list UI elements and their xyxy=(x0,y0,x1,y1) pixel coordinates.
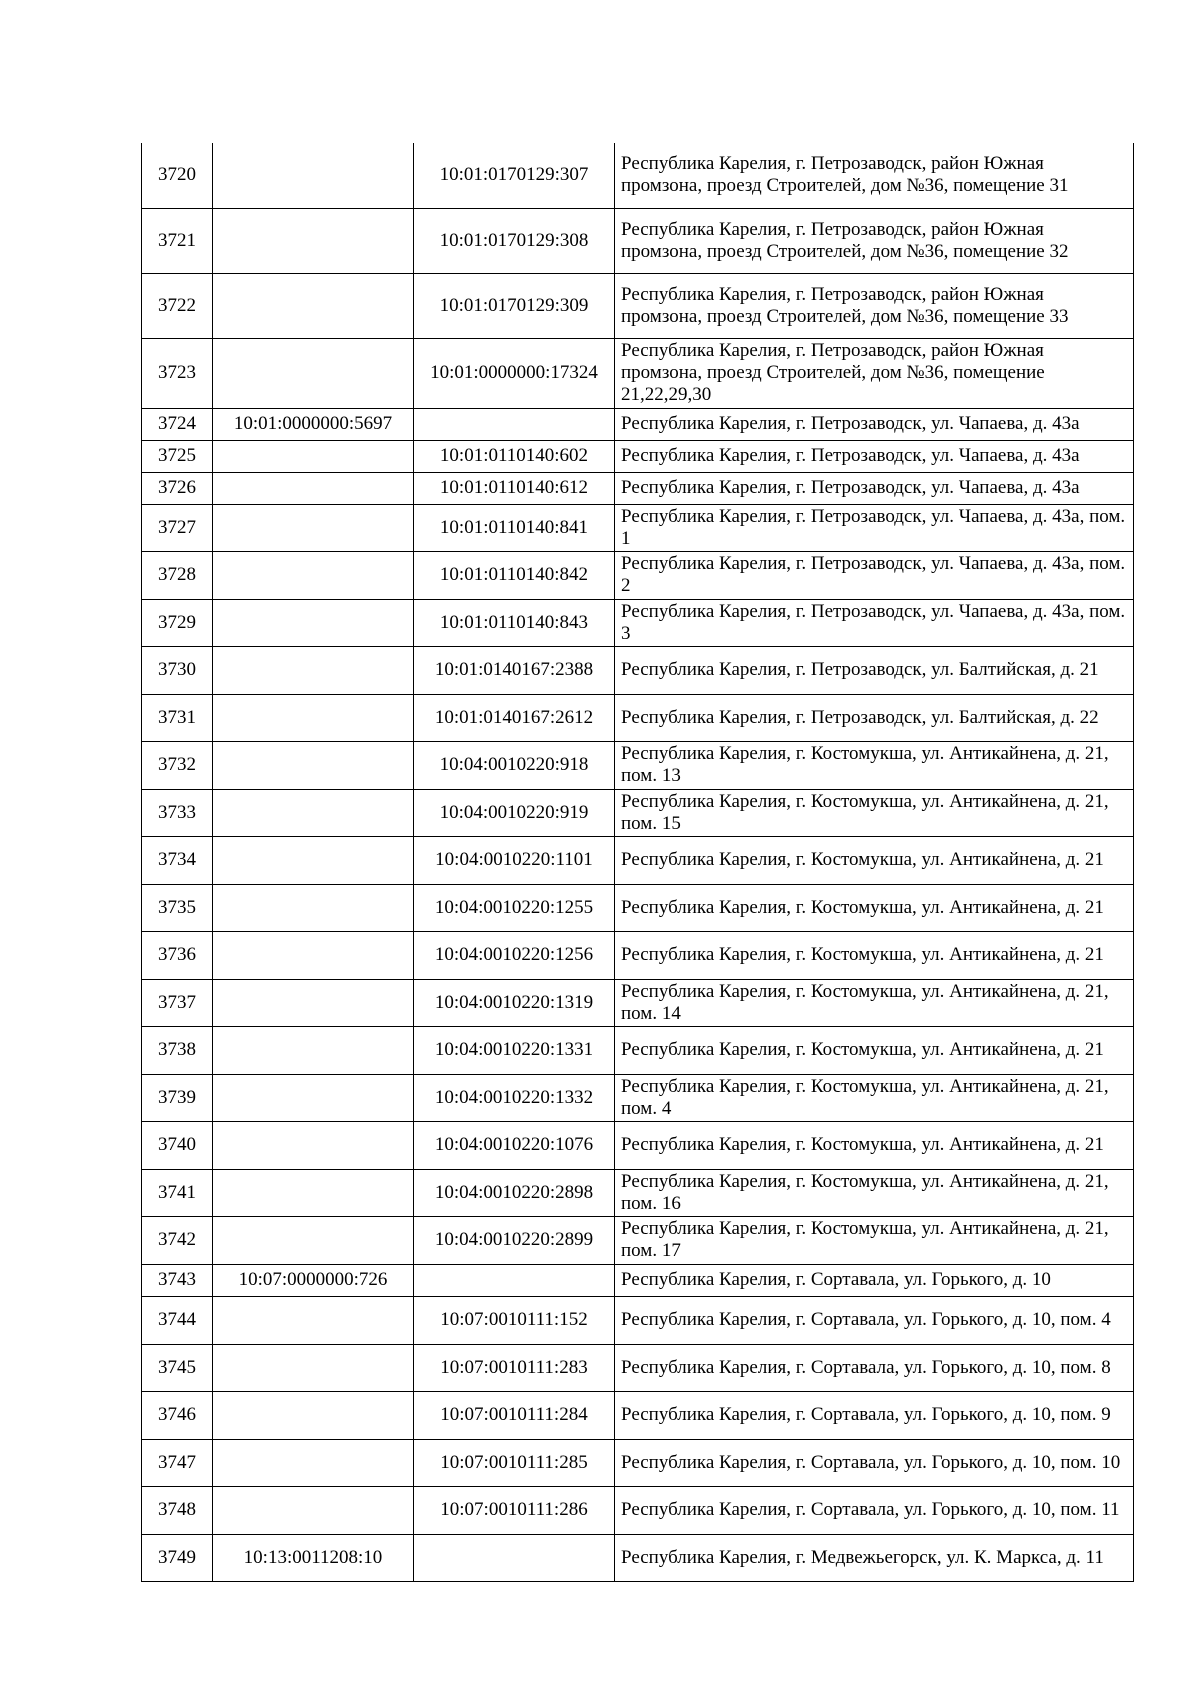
land-cadastral-number-cell xyxy=(213,694,414,741)
address-cell: Республика Карелия, г. Сортавала, ул. Горького, д. 10, пом. 4 xyxy=(615,1296,1134,1344)
object-cadastral-number-cell: 10:04:0010220:1101 xyxy=(414,836,615,884)
table-row xyxy=(142,1534,1134,1581)
land-cadastral-number-cell xyxy=(213,1074,414,1121)
address-cell: Республика Карелия, г. Петрозаводск, ул. Балтийская, д. 22 xyxy=(615,694,1134,741)
row-number-cell: 3744 xyxy=(142,1296,213,1344)
land-cadastral-number-cell xyxy=(213,1391,414,1439)
address-cell: Республика Карелия, г. Сортавала, ул. Горького, д. 10, пом. 8 xyxy=(615,1344,1134,1391)
address-cell: Республика Карелия, г. Петрозаводск, район Южная промзона, проезд Строителей, дом №36, помещение 32 xyxy=(615,208,1134,273)
address-cell: Республика Карелия, г. Костомукша, ул. Антикайнена, д. 21, пом. 16 xyxy=(615,1169,1134,1216)
table-row xyxy=(142,1074,1134,1121)
land-cadastral-number-cell xyxy=(213,931,414,979)
land-cadastral-number-cell xyxy=(213,1026,414,1074)
land-cadastral-number-cell xyxy=(213,1439,414,1486)
object-cadastral-number-cell: 10:07:0010111:285 xyxy=(414,1439,615,1486)
land-cadastral-number-cell xyxy=(213,1344,414,1391)
address-cell: Республика Карелия, г. Петрозаводск, ул. Чапаева, д. 43а xyxy=(615,408,1134,440)
table-row xyxy=(142,1486,1134,1534)
row-number-cell: 3735 xyxy=(142,884,213,931)
table-row xyxy=(142,143,1134,208)
object-cadastral-number-cell xyxy=(414,408,615,440)
land-cadastral-number-cell xyxy=(213,273,414,338)
table-row xyxy=(142,1439,1134,1486)
property-registry-table xyxy=(141,143,1134,1582)
address-cell: Республика Карелия, г. Костомукша, ул. Антикайнена, д. 21, пом. 4 xyxy=(615,1074,1134,1121)
address-cell: Республика Карелия, г. Петрозаводск, ул. Чапаева, д. 43а xyxy=(615,440,1134,472)
object-cadastral-number-cell: 10:01:0170129:308 xyxy=(414,208,615,273)
land-cadastral-number-cell xyxy=(213,789,414,836)
address-cell: Республика Карелия, г. Костомукша, ул. Антикайнена, д. 21, пом. 15 xyxy=(615,789,1134,836)
table-row xyxy=(142,1296,1134,1344)
land-cadastral-number-cell xyxy=(213,551,414,599)
table-row xyxy=(142,1026,1134,1074)
address-cell: Республика Карелия, г. Петрозаводск, район Южная промзона, проезд Строителей, дом №36, помещение 33 xyxy=(615,273,1134,338)
row-number-cell: 3740 xyxy=(142,1121,213,1169)
land-cadastral-number-cell xyxy=(213,599,414,646)
row-number-cell: 3748 xyxy=(142,1486,213,1534)
row-number-cell: 3733 xyxy=(142,789,213,836)
table-row xyxy=(142,836,1134,884)
row-number-cell: 3722 xyxy=(142,273,213,338)
object-cadastral-number-cell: 10:04:0010220:1319 xyxy=(414,979,615,1026)
land-cadastral-number-cell xyxy=(213,1121,414,1169)
table-row xyxy=(142,979,1134,1026)
object-cadastral-number-cell: 10:01:0110140:843 xyxy=(414,599,615,646)
address-cell: Республика Карелия, г. Сортавала, ул. Горького, д. 10, пом. 10 xyxy=(615,1439,1134,1486)
row-number-cell: 3738 xyxy=(142,1026,213,1074)
table-row xyxy=(142,504,1134,551)
table-row xyxy=(142,884,1134,931)
row-number-cell: 3746 xyxy=(142,1391,213,1439)
object-cadastral-number-cell: 10:04:0010220:919 xyxy=(414,789,615,836)
address-cell: Республика Карелия, г. Петрозаводск, ул. Чапаева, д. 43а, пом. 1 xyxy=(615,504,1134,551)
land-cadastral-number-cell xyxy=(213,741,414,789)
address-cell: Республика Карелия, г. Петрозаводск, ул. Чапаева, д. 43а xyxy=(615,472,1134,504)
object-cadastral-number-cell: 10:01:0170129:307 xyxy=(414,143,615,208)
row-number-cell: 3747 xyxy=(142,1439,213,1486)
table-row xyxy=(142,646,1134,694)
row-number-cell: 3741 xyxy=(142,1169,213,1216)
table-row xyxy=(142,789,1134,836)
row-number-cell: 3720 xyxy=(142,143,213,208)
object-cadastral-number-cell: 10:04:0010220:2898 xyxy=(414,1169,615,1216)
table-row xyxy=(142,1216,1134,1264)
object-cadastral-number-cell: 10:07:0010111:286 xyxy=(414,1486,615,1534)
row-number-cell: 3743 xyxy=(142,1264,213,1296)
land-cadastral-number-cell xyxy=(213,1169,414,1216)
table-row xyxy=(142,1121,1134,1169)
object-cadastral-number-cell: 10:04:0010220:1255 xyxy=(414,884,615,931)
table-row xyxy=(142,338,1134,408)
table-row xyxy=(142,931,1134,979)
object-cadastral-number-cell: 10:04:0010220:2899 xyxy=(414,1216,615,1264)
table-row xyxy=(142,741,1134,789)
object-cadastral-number-cell: 10:07:0010111:283 xyxy=(414,1344,615,1391)
object-cadastral-number-cell: 10:01:0170129:309 xyxy=(414,273,615,338)
row-number-cell: 3725 xyxy=(142,440,213,472)
land-cadastral-number-cell xyxy=(213,504,414,551)
table-row xyxy=(142,472,1134,504)
land-cadastral-number-cell: 10:07:0000000:726 xyxy=(213,1264,414,1296)
land-cadastral-number-cell xyxy=(213,1216,414,1264)
object-cadastral-number-cell: 10:04:0010220:1331 xyxy=(414,1026,615,1074)
address-cell: Республика Карелия, г. Петрозаводск, ул. Чапаева, д. 43а, пом. 2 xyxy=(615,551,1134,599)
table-row xyxy=(142,408,1134,440)
row-number-cell: 3730 xyxy=(142,646,213,694)
address-cell: Республика Карелия, г. Сортавала, ул. Горького, д. 10, пом. 11 xyxy=(615,1486,1134,1534)
object-cadastral-number-cell: 10:04:0010220:918 xyxy=(414,741,615,789)
table-row xyxy=(142,694,1134,741)
object-cadastral-number-cell: 10:01:0110140:842 xyxy=(414,551,615,599)
object-cadastral-number-cell: 10:04:0010220:1332 xyxy=(414,1074,615,1121)
land-cadastral-number-cell xyxy=(213,208,414,273)
address-cell: Республика Карелия, г. Петрозаводск, ул. Балтийская, д. 21 xyxy=(615,646,1134,694)
address-cell: Республика Карелия, г. Костомукша, ул. Антикайнена, д. 21 xyxy=(615,1026,1134,1074)
address-cell: Республика Карелия, г. Костомукша, ул. Антикайнена, д. 21 xyxy=(615,1121,1134,1169)
row-number-cell: 3742 xyxy=(142,1216,213,1264)
table-row xyxy=(142,599,1134,646)
address-cell: Республика Карелия, г. Костомукша, ул. Антикайнена, д. 21, пом. 17 xyxy=(615,1216,1134,1264)
address-cell: Республика Карелия, г. Костомукша, ул. Антикайнена, д. 21 xyxy=(615,931,1134,979)
land-cadastral-number-cell xyxy=(213,979,414,1026)
table-row xyxy=(142,1264,1134,1296)
table-row xyxy=(142,208,1134,273)
row-number-cell: 3729 xyxy=(142,599,213,646)
row-number-cell: 3745 xyxy=(142,1344,213,1391)
row-number-cell: 3739 xyxy=(142,1074,213,1121)
land-cadastral-number-cell: 10:01:0000000:5697 xyxy=(213,408,414,440)
address-cell: Республика Карелия, г. Петрозаводск, ул. Чапаева, д. 43а, пом. 3 xyxy=(615,599,1134,646)
address-cell: Республика Карелия, г. Костомукша, ул. Антикайнена, д. 21 xyxy=(615,836,1134,884)
row-number-cell: 3723 xyxy=(142,338,213,408)
land-cadastral-number-cell xyxy=(213,836,414,884)
object-cadastral-number-cell: 10:01:0140167:2612 xyxy=(414,694,615,741)
land-cadastral-number-cell xyxy=(213,884,414,931)
row-number-cell: 3734 xyxy=(142,836,213,884)
table-row xyxy=(142,1169,1134,1216)
address-cell: Республика Карелия, г. Петрозаводск, район Южная промзона, проезд Строителей, дом №36, помещение 21,22,29,30 xyxy=(615,338,1134,408)
land-cadastral-number-cell: 10:13:0011208:10 xyxy=(213,1534,414,1581)
address-cell: Республика Карелия, г. Костомукша, ул. Антикайнена, д. 21, пом. 14 xyxy=(615,979,1134,1026)
row-number-cell: 3721 xyxy=(142,208,213,273)
row-number-cell: 3732 xyxy=(142,741,213,789)
row-number-cell: 3749 xyxy=(142,1534,213,1581)
row-number-cell: 3724 xyxy=(142,408,213,440)
object-cadastral-number-cell xyxy=(414,1264,615,1296)
object-cadastral-number-cell xyxy=(414,1534,615,1581)
address-cell: Республика Карелия, г. Костомукша, ул. Антикайнена, д. 21, пом. 13 xyxy=(615,741,1134,789)
row-number-cell: 3727 xyxy=(142,504,213,551)
address-cell: Республика Карелия, г. Сортавала, ул. Горького, д. 10, пом. 9 xyxy=(615,1391,1134,1439)
land-cadastral-number-cell xyxy=(213,440,414,472)
row-number-cell: 3728 xyxy=(142,551,213,599)
table-row xyxy=(142,551,1134,599)
row-number-cell: 3726 xyxy=(142,472,213,504)
table-row xyxy=(142,440,1134,472)
row-number-cell: 3737 xyxy=(142,979,213,1026)
row-number-cell: 3731 xyxy=(142,694,213,741)
registry-table-body xyxy=(142,143,1134,1581)
address-cell: Республика Карелия, г. Костомукша, ул. Антикайнена, д. 21 xyxy=(615,884,1134,931)
land-cadastral-number-cell xyxy=(213,1296,414,1344)
object-cadastral-number-cell: 10:04:0010220:1256 xyxy=(414,931,615,979)
land-cadastral-number-cell xyxy=(213,338,414,408)
land-cadastral-number-cell xyxy=(213,143,414,208)
land-cadastral-number-cell xyxy=(213,646,414,694)
object-cadastral-number-cell: 10:01:0110140:602 xyxy=(414,440,615,472)
table-row xyxy=(142,1391,1134,1439)
land-cadastral-number-cell xyxy=(213,1486,414,1534)
object-cadastral-number-cell: 10:01:0110140:841 xyxy=(414,504,615,551)
object-cadastral-number-cell: 10:01:0140167:2388 xyxy=(414,646,615,694)
object-cadastral-number-cell: 10:04:0010220:1076 xyxy=(414,1121,615,1169)
object-cadastral-number-cell: 10:07:0010111:152 xyxy=(414,1296,615,1344)
address-cell: Республика Карелия, г. Сортавала, ул. Горького, д. 10 xyxy=(615,1264,1134,1296)
address-cell: Республика Карелия, г. Петрозаводск, район Южная промзона, проезд Строителей, дом №36, помещение 31 xyxy=(615,143,1134,208)
table-row xyxy=(142,1344,1134,1391)
row-number-cell: 3736 xyxy=(142,931,213,979)
land-cadastral-number-cell xyxy=(213,472,414,504)
object-cadastral-number-cell: 10:01:0110140:612 xyxy=(414,472,615,504)
table-row xyxy=(142,273,1134,338)
object-cadastral-number-cell: 10:01:0000000:17324 xyxy=(414,338,615,408)
object-cadastral-number-cell: 10:07:0010111:284 xyxy=(414,1391,615,1439)
address-cell: Республика Карелия, г. Медвежьегорск, ул. К. Маркса, д. 11 xyxy=(615,1534,1134,1581)
